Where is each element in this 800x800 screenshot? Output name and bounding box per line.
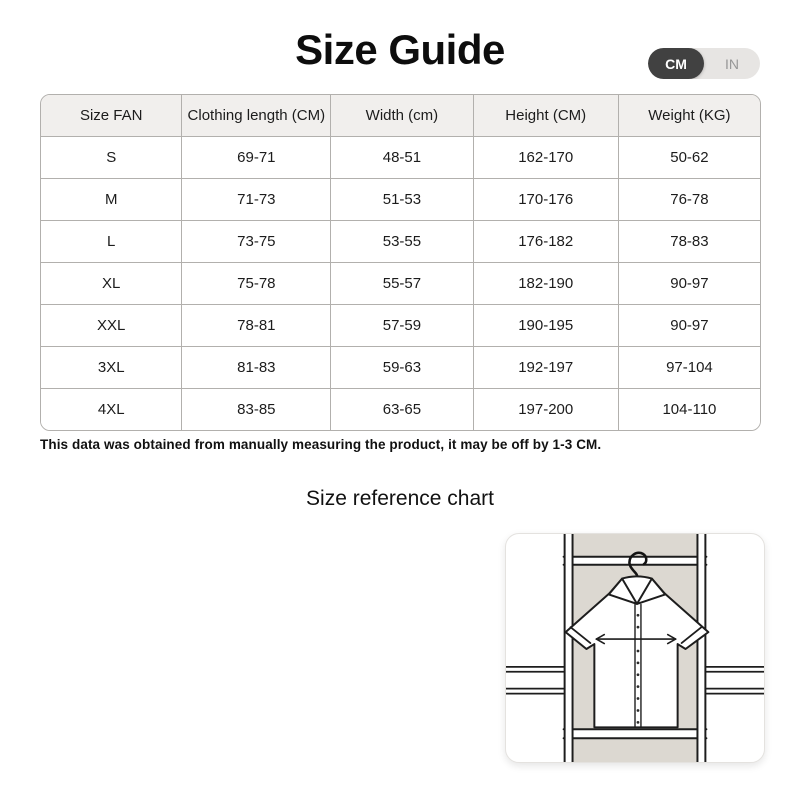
col-header-length: Clothing length (CM) (182, 95, 331, 136)
cell-size: 4XL (41, 388, 182, 430)
cell-width: 53-55 (331, 220, 473, 262)
page-title: Size Guide (295, 26, 505, 73)
cell-size: 3XL (41, 346, 182, 388)
size-reference-card (505, 533, 765, 763)
col-header-weight: Weight (KG) (618, 95, 760, 136)
cell-size: M (41, 178, 182, 220)
cell-weight: 97-104 (618, 346, 760, 388)
size-reference-heading: Size reference chart (306, 487, 494, 510)
cell-height: 192-197 (473, 346, 618, 388)
col-header-width: Width (cm) (331, 95, 473, 136)
table-row (41, 136, 760, 178)
table-row (41, 178, 760, 220)
col-header-size: Size FAN (41, 95, 182, 136)
cell-height: 162-170 (473, 136, 618, 178)
cell-width: 57-59 (331, 304, 473, 346)
cell-weight: 104-110 (618, 388, 760, 430)
table-header-row (41, 95, 760, 136)
cell-height: 170-176 (473, 178, 618, 220)
col-header-height: Height (CM) (473, 95, 618, 136)
unit-toggle[interactable] (648, 48, 760, 79)
wardrobe-top-rail (564, 557, 707, 565)
cell-width: 59-63 (331, 346, 473, 388)
table-row (41, 388, 760, 430)
cell-size: L (41, 220, 182, 262)
cell-width: 51-53 (331, 178, 473, 220)
cell-length: 75-78 (182, 262, 331, 304)
cell-size: XL (41, 262, 182, 304)
table-row (41, 220, 760, 262)
cell-width: 48-51 (331, 136, 473, 178)
cell-height: 197-200 (473, 388, 618, 430)
cell-weight: 90-97 (618, 304, 760, 346)
cell-weight: 50-62 (618, 136, 760, 178)
size-table (40, 94, 761, 431)
unit-in-button[interactable]: IN (725, 55, 739, 72)
shirt-wardrobe-illustration (506, 534, 764, 762)
cell-length: 73-75 (182, 220, 331, 262)
cell-width: 55-57 (331, 262, 473, 304)
table-row (41, 262, 760, 304)
cell-length: 69-71 (182, 136, 331, 178)
cell-height: 182-190 (473, 262, 618, 304)
cell-size: S (41, 136, 182, 178)
cell-length: 81-83 (182, 346, 331, 388)
table-row (41, 346, 760, 388)
cell-weight: 78-83 (618, 220, 760, 262)
unit-cm-button[interactable]: CM (648, 48, 704, 79)
cell-weight: 76-78 (618, 178, 760, 220)
cell-width: 63-65 (331, 388, 473, 430)
cell-length: 78-81 (182, 304, 331, 346)
cell-length: 83-85 (182, 388, 331, 430)
cell-height: 190-195 (473, 304, 618, 346)
table-row (41, 304, 760, 346)
wardrobe-bottom-shelf (564, 729, 707, 738)
cell-weight: 90-97 (618, 262, 760, 304)
cell-size: XXL (41, 304, 182, 346)
measurement-disclaimer: This data was obtained from manually measuring the product, it may be off by 1-3 CM. (40, 437, 602, 452)
cell-height: 176-182 (473, 220, 618, 262)
cell-length: 71-73 (182, 178, 331, 220)
